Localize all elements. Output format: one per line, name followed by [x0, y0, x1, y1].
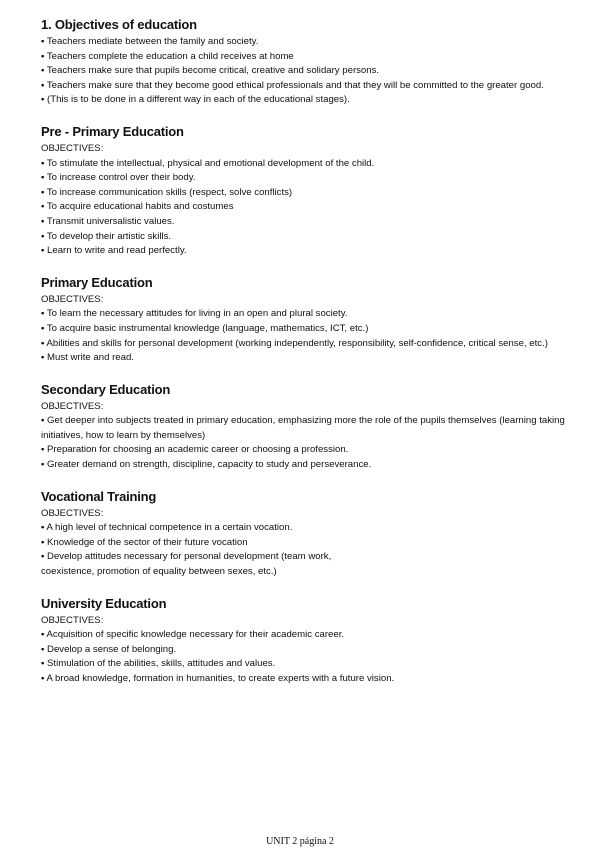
bullet-icon: •	[41, 65, 45, 77]
bullet-icon: •	[41, 186, 45, 198]
item-text: Develop attitudes necessary for personal development (team work, coexistence, promotion of equality between sexes, etc.)	[41, 551, 332, 578]
list-item	[41, 50, 581, 65]
list-item	[41, 536, 581, 551]
bullet-list	[41, 414, 581, 472]
list-item	[41, 93, 581, 108]
section-title: Pre - Primary Education	[41, 123, 184, 139]
bullet-icon: •	[41, 230, 45, 242]
bullet-icon: •	[41, 308, 45, 320]
bullet-icon: •	[41, 36, 45, 47]
list-item	[41, 337, 581, 352]
item-text: To develop their artistic skills.	[46, 230, 172, 242]
item-text: Transmit universalistic values.	[46, 215, 175, 227]
list-item	[41, 672, 581, 687]
bullet-icon: •	[41, 629, 45, 641]
bullet-icon: •	[41, 658, 45, 670]
item-text: Abilities and skills for personal development (working independently, responsibility, self-confidence, critical sense, etc.)	[46, 337, 548, 349]
bullet-icon: •	[41, 157, 45, 169]
item-text: Teachers make sure that pupils become critical, creative and solidary persons.	[46, 65, 380, 77]
list-item	[41, 458, 581, 473]
item-text: To increase control over their body.	[46, 172, 196, 184]
bullet-icon: •	[41, 536, 45, 548]
bullet-icon: •	[41, 673, 45, 684]
bullet-list	[41, 307, 581, 365]
item-text: A broad knowledge, formation in humanities, to create experts with a future vision.	[46, 673, 395, 684]
item-text: Teachers complete the education a child receives at home	[46, 50, 294, 62]
item-text: To stimulate the intellectual, physical and emotional development of the child.	[46, 157, 375, 169]
document-page	[41, 17, 581, 703]
item-text: (This is to be done in a different way in each of the educational stages).	[47, 94, 350, 106]
section-primary-education	[41, 275, 581, 366]
list-item	[41, 64, 581, 79]
list-item	[41, 628, 581, 643]
bullet-list	[41, 157, 581, 259]
bullet-icon: •	[41, 415, 45, 427]
bullet-icon: •	[41, 172, 45, 184]
item-text: Greater demand on strength, discipline, capacity to study and perseverance.	[47, 459, 372, 471]
item-text: Develop a sense of belonging.	[47, 643, 177, 655]
list-item	[41, 351, 581, 366]
list-item	[41, 643, 581, 658]
bullet-icon: •	[41, 79, 45, 91]
item-text: Stimulation of the abilities, skills, attitudes and values.	[47, 658, 276, 670]
section-title: University Education	[41, 595, 167, 611]
item-text: To learn the necessary attitudes for living in an open and plural society.	[46, 308, 348, 320]
list-item	[41, 186, 581, 201]
list-item	[41, 550, 581, 579]
list-item	[41, 322, 581, 337]
objectives-label: OBJECTIVES:	[41, 142, 104, 154]
bullet-list	[41, 521, 581, 579]
item-text: To acquire educational habits and costumes	[46, 201, 234, 213]
bullet-icon: •	[41, 352, 45, 364]
list-item	[41, 244, 581, 259]
list-item	[41, 35, 581, 50]
objectives-label: OBJECTIVES:	[41, 614, 104, 626]
item-text: To increase communication skills (respect, solve conflicts)	[46, 186, 293, 198]
item-text: Learn to write and read perfectly.	[47, 245, 187, 257]
bullet-icon: •	[41, 459, 45, 471]
list-item	[41, 79, 581, 94]
bullet-icon: •	[41, 643, 45, 655]
bullet-icon: •	[41, 337, 45, 349]
item-text: Teachers mediate between the family and society.	[46, 36, 259, 47]
item-text: To acquire basic instrumental knowledge (language, mathematics, ICT, etc.)	[46, 322, 369, 334]
list-item	[41, 215, 581, 230]
item-text: Knowledge of the sector of their future vocation	[47, 536, 248, 548]
section-pre-primary-education	[41, 124, 581, 259]
objectives-label: OBJECTIVES:	[41, 507, 104, 519]
bullet-icon: •	[41, 522, 45, 534]
list-item	[41, 307, 581, 322]
item-text: Get deeper into subjects treated in primary education, emphasizing more the role of the pupils themselves (learning taking initiatives, how to learn by themselves)	[41, 415, 565, 441]
section-secondary-education	[41, 382, 581, 473]
section-title: Secondary Education	[41, 381, 171, 397]
item-text: Must write and read.	[47, 352, 134, 364]
section-title: 1. Objectives of education	[41, 17, 197, 32]
bullet-icon: •	[41, 551, 45, 563]
bullet-list	[41, 628, 581, 686]
bullet-icon: •	[41, 245, 45, 257]
objectives-label: OBJECTIVES:	[41, 400, 104, 412]
section-university-education	[41, 596, 581, 687]
bullet-icon: •	[41, 215, 45, 227]
section-objectives-of-education	[41, 17, 581, 108]
bullet-icon: •	[41, 201, 45, 213]
list-item	[41, 443, 581, 458]
item-text: Preparation for choosing an academic career or choosing a profession.	[47, 444, 349, 456]
list-item	[41, 200, 581, 215]
item-text: A high level of technical competence in a certain vocation.	[46, 522, 293, 534]
bullet-icon: •	[41, 94, 45, 106]
list-item	[41, 157, 581, 172]
list-item	[41, 414, 581, 443]
bullet-icon: •	[41, 50, 45, 62]
objectives-label: OBJECTIVES:	[41, 293, 104, 305]
section-title: Vocational Training	[41, 488, 157, 504]
list-item	[41, 521, 581, 536]
list-item	[41, 657, 581, 672]
bullet-icon: •	[41, 444, 45, 456]
bullet-icon: •	[41, 322, 45, 334]
item-text: Acquisition of specific knowledge necessary for their academic career.	[46, 629, 345, 641]
section-title: Primary Education	[41, 274, 153, 290]
list-item	[41, 230, 581, 245]
bullet-list	[41, 35, 581, 108]
section-vocational-training	[41, 489, 581, 580]
item-text: Teachers make sure that they become good ethical professionals and that they will be committed to the greater good.	[46, 79, 544, 91]
list-item	[41, 171, 581, 186]
page-footer: UNIT 2 página 2	[266, 836, 334, 847]
